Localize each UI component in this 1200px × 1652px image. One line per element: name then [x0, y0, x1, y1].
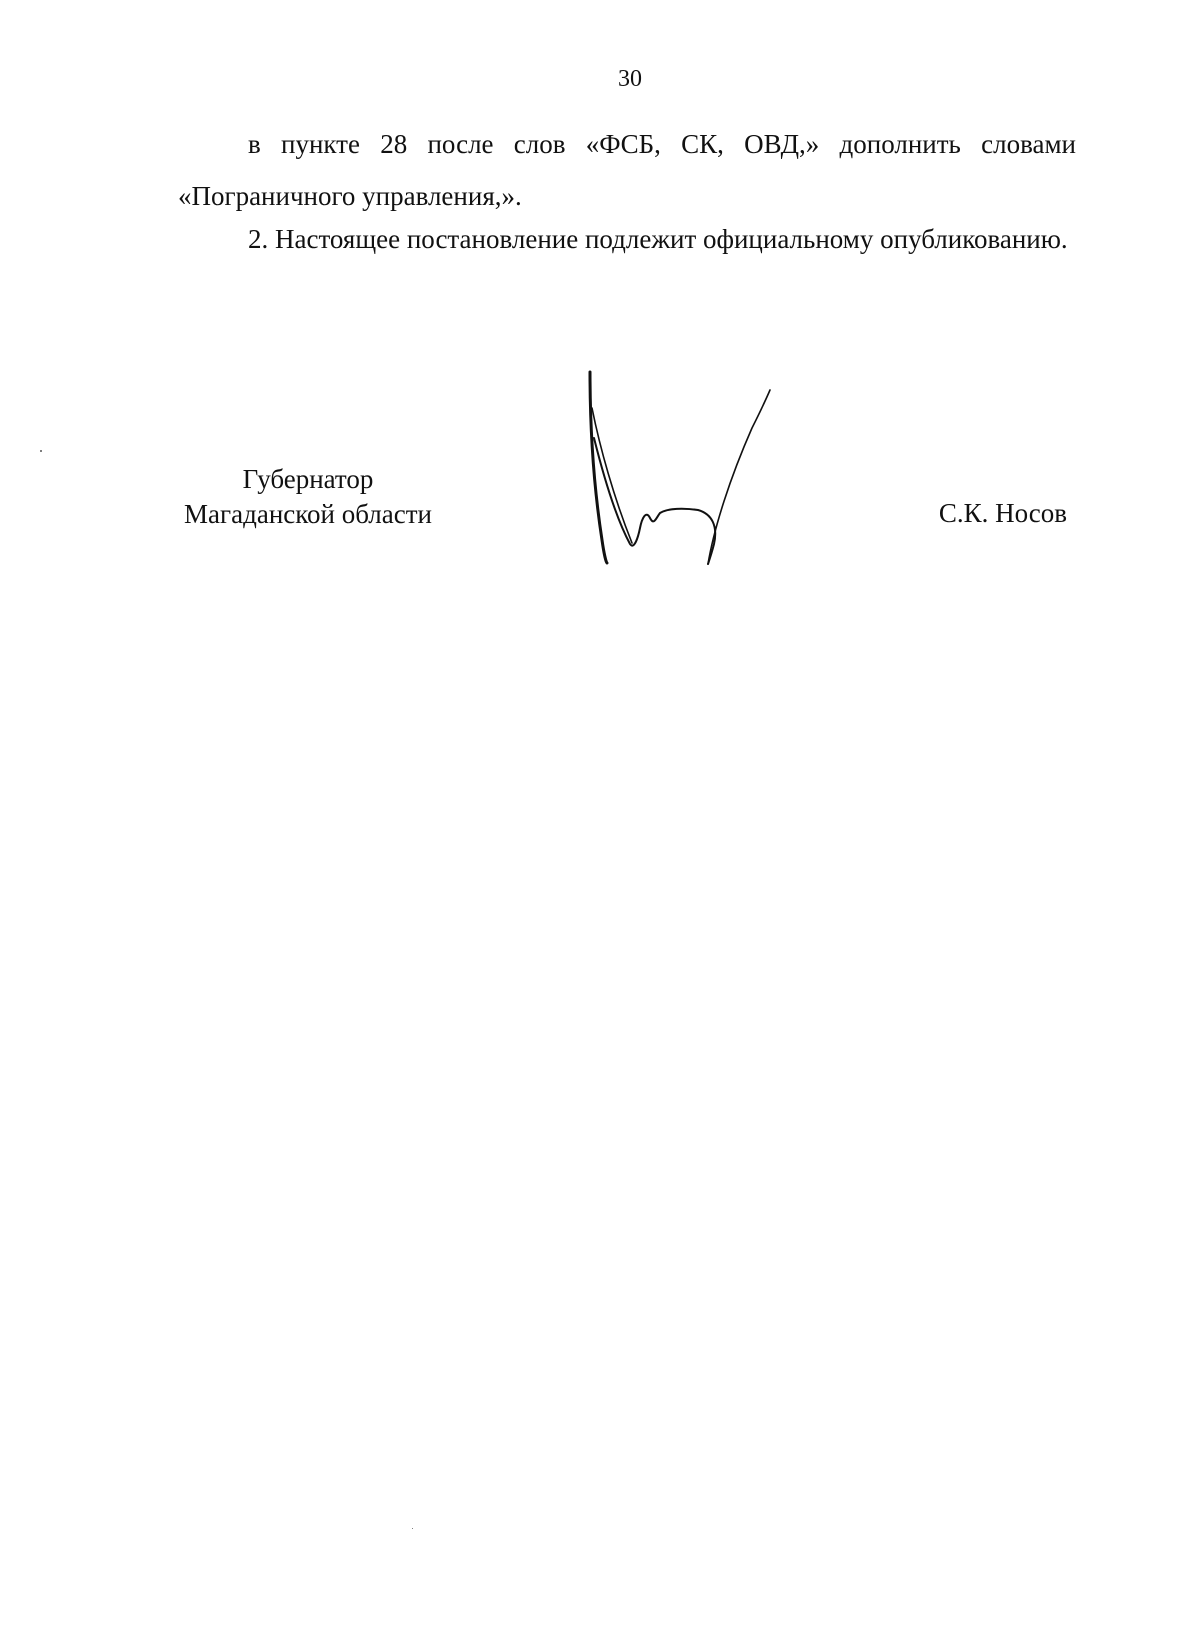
handwritten-signature — [580, 368, 790, 586]
scan-artifact — [412, 1528, 413, 1529]
signatory-name: С.К. Носов — [938, 498, 1067, 528]
signatory-title-line-1: Губернатор — [242, 464, 374, 494]
signatory-title-line-2: Магаданской области — [184, 499, 432, 529]
scan-artifact — [40, 450, 42, 452]
amendment-paragraph: в пункте 28 после слов «ФСБ, СК, ОВД,» дополнить словами «Пограничного управления,». — [178, 129, 1076, 211]
signatory-title — [178, 462, 438, 532]
page-number: 30 — [618, 66, 642, 92]
publication-clause: 2. Настоящее постановление подлежит официальному опубликованию. — [248, 224, 1068, 254]
